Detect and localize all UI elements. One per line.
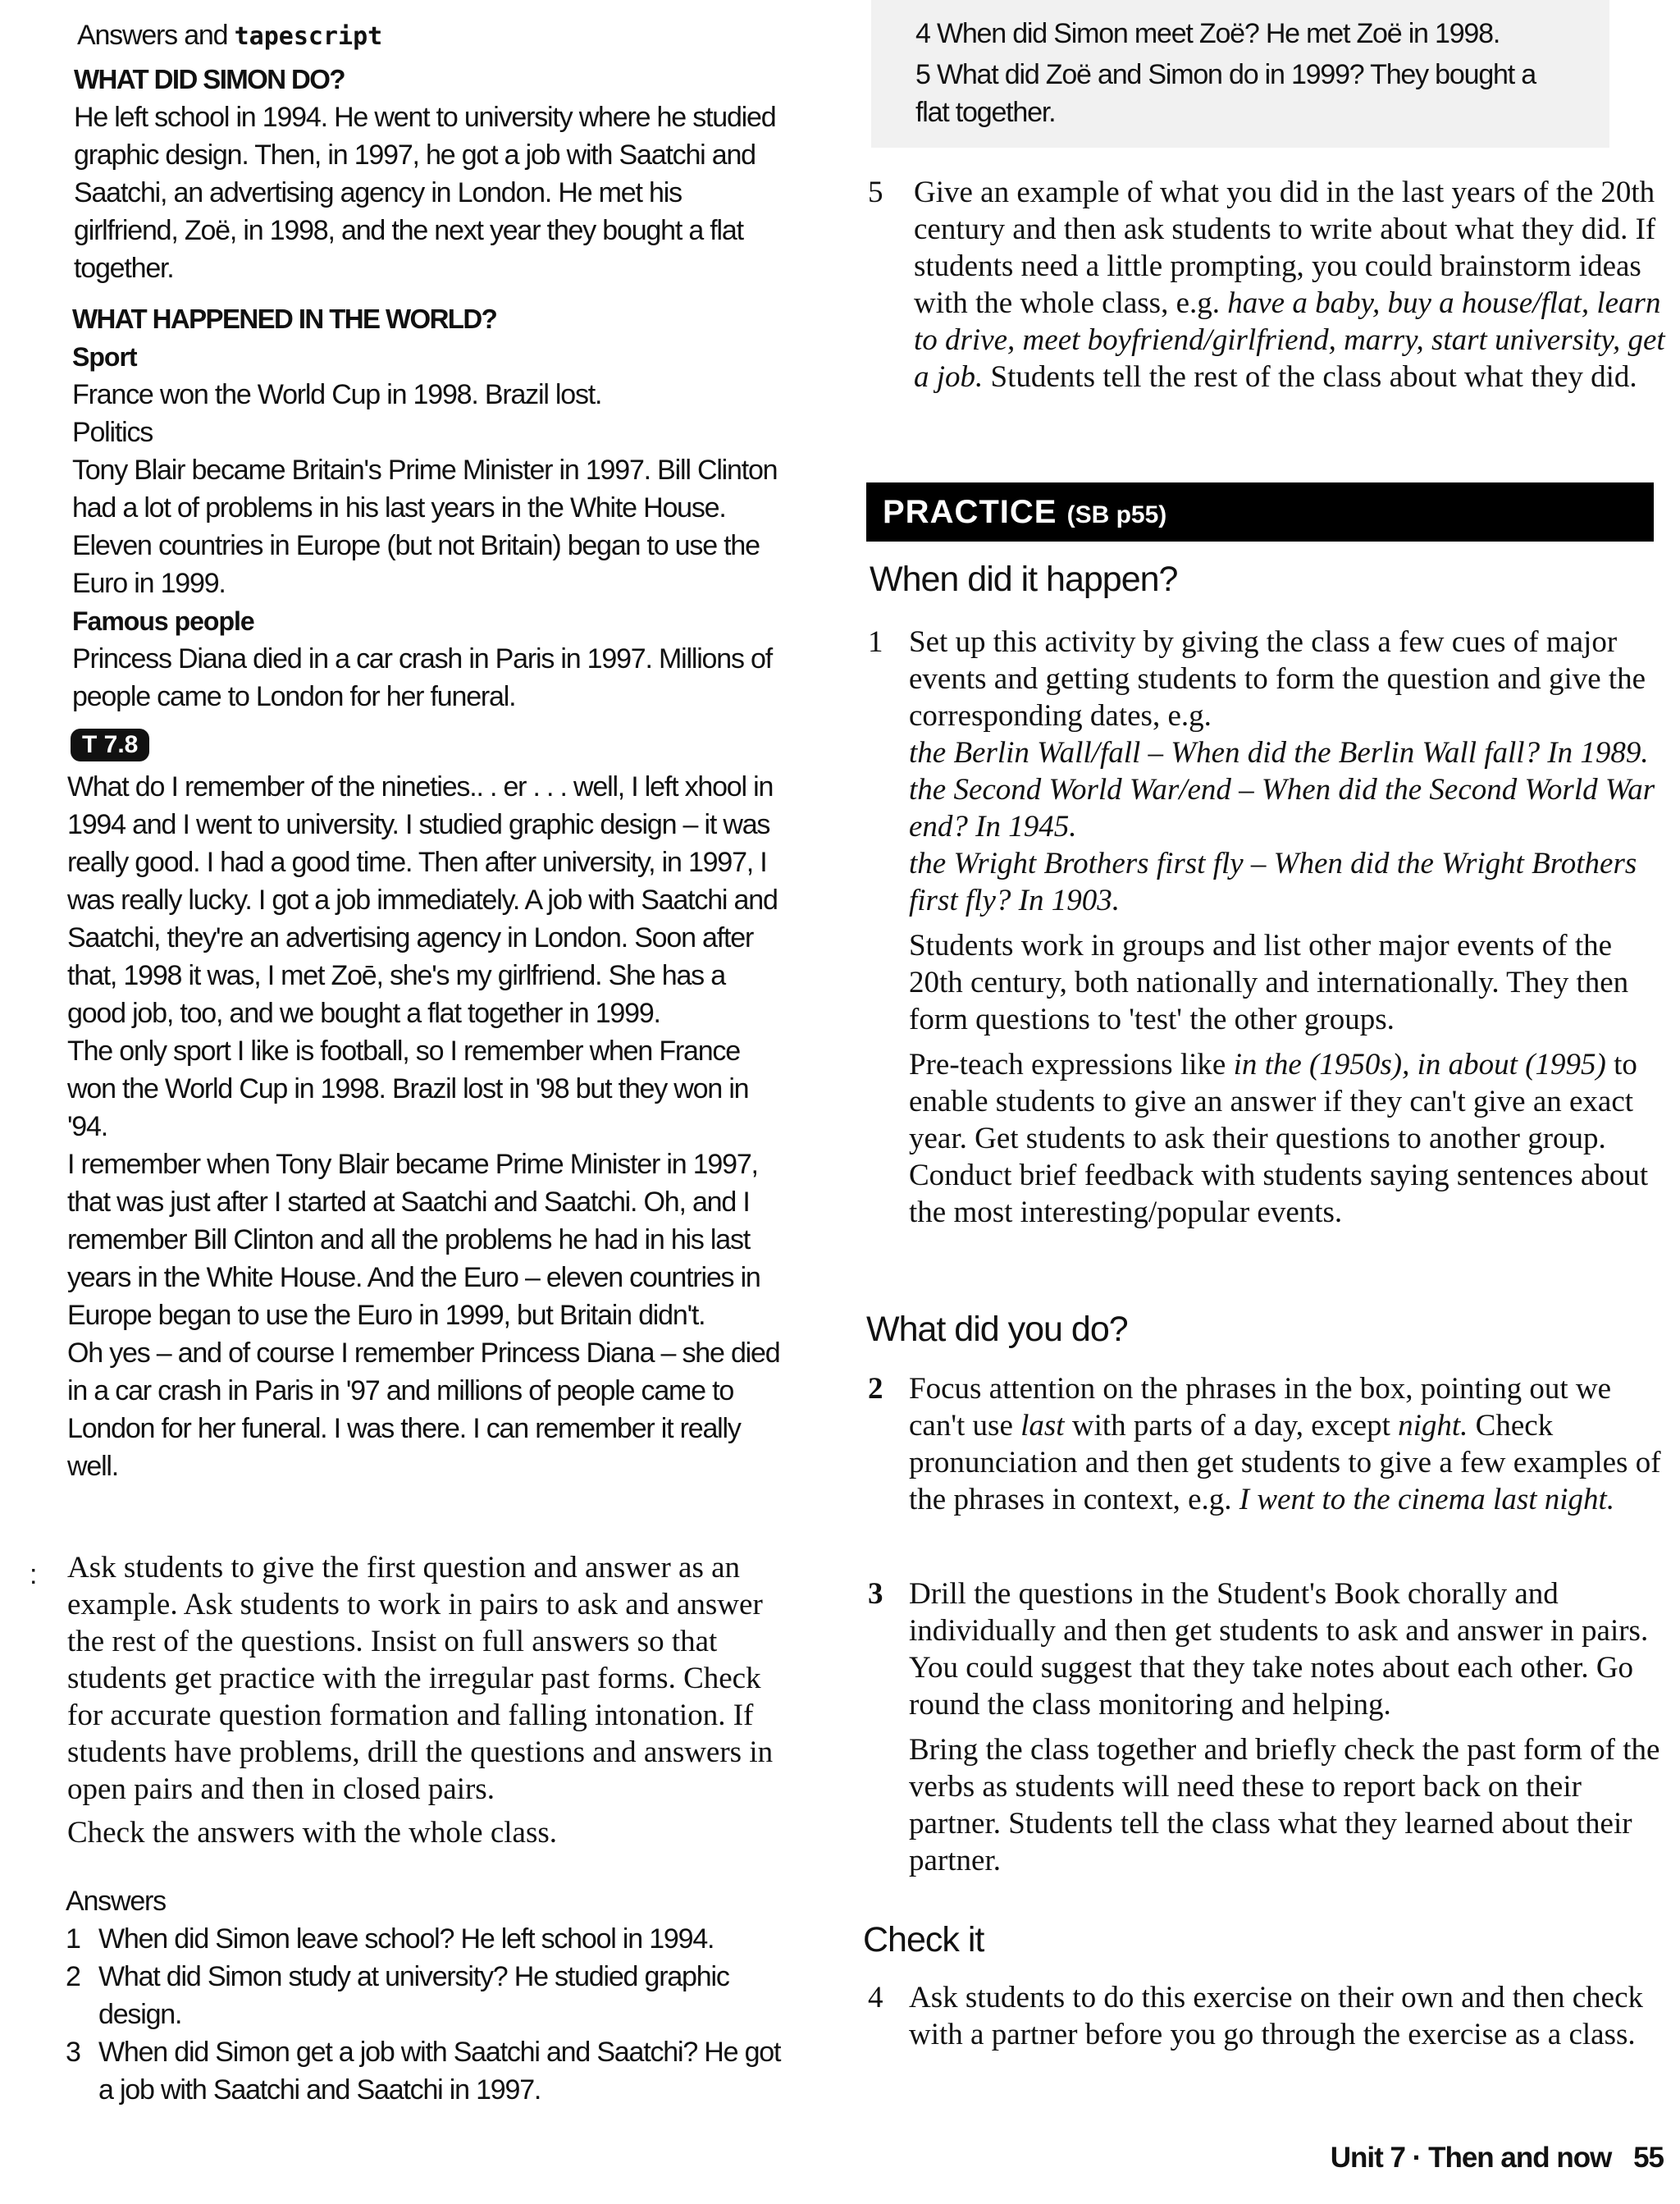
item-3: 3 Drill the questions in the Student's Book chorally and individually and then get students to ask and answer in pairs. You could suggest that they take notes about each other. Go round the class monitoring and helping. Bring the class together and briefly check the past form of the verbs as students will need these to report back on their partner. Students tell the class what they learned about their partner. [868, 1577, 1660, 1877]
stray-mark: : [30, 1559, 38, 1590]
page-number: 55 [1633, 2142, 1664, 2174]
sport-text: France won the World Cup in 1998. Brazil lost. [72, 379, 602, 410]
sub-heading: Politics [72, 417, 153, 448]
item-1: 1 Set up this activity by giving the class a few cues of major events and getting students to form the question and give the corresponding dates, e.g. the Berlin Wall/fall – When did the Berlin Wall fall? In 1989. the Second World War/end – When did the Second World War end? In 1945. the Wright Brothers first fly – When did the Wright Brothers first fly? In 1903. Students work in groups and list other major events of the 20th century, both nationally and internationally. They then form questions to 'test' the other groups. Pre-teach expressions like in the (1950s), in about (1995) to enable students to give an answer if they can't give an exact year. Get students to ask their questions to another group. Conduct brief feedback with students saying sentences about the most interesting/popular events. [868, 624, 1664, 1231]
answer-row: 1 When did Simon leave school? He left school in 1994. [66, 1923, 714, 1955]
heading-check-it: Check it [863, 1920, 984, 1959]
instructions-block [67, 1549, 797, 1851]
tapescript-paragraph: The only sport I like is football, so I remember when France won the World Cup in 1998. Brazil lost in '98 but they won in '94. [67, 1036, 749, 1142]
tapescript-block [67, 722, 789, 1485]
item-2: 2 Focus attention on the phrases in the box, pointing out we can't use last with parts of a day, except night. Check pronunciation and then get students to give a few examples of the phrases in context, e.g. I went to the cinema last night. [868, 1372, 1661, 1516]
tapescript-paragraph: Oh yes – and of course I remember Princess Diana – she died in a car crash in Paris in '97 and millions of people came to London for her funeral. I was there. I can remember it really well. [67, 1337, 780, 1482]
answer-row: 5 What did Zoë and Simon do in 1999? They bought a flat together. [915, 59, 1536, 128]
sub-heading: Sport [72, 342, 137, 372]
answer-row: 2 What did Simon study at university? He studied graphic design. [66, 1961, 729, 2030]
answers-tapescript-heading: Answers and tapescript [77, 20, 383, 51]
answers-heading: Answers [66, 1886, 166, 1917]
example-line: the Berlin Wall/fall – When did the Berlin Wall fall? In 1989. [909, 736, 1649, 770]
page-footer: Unit 7 · Then and now 55 [1330, 2142, 1664, 2174]
answer-row: 4 When did Simon meet Zoë? He met Zoë in 1998. [915, 18, 1500, 49]
heading-what-did-you-do: What did you do? [866, 1310, 1128, 1349]
politics-text: Tony Blair became Britain's Prime Minister in 1997. Bill Clinton had a lot of problems in his last years in the White House. Eleven countries in Europe (but not Britain) began to use the Euro in 1999. [72, 455, 778, 599]
answers-continued-box [871, 0, 1609, 148]
answer-row: 3 When did Simon get a job with Saatchi and Saatchi? He got a job with Saatchi and Saatchi in 1997. [66, 2037, 781, 2106]
tapescript-paragraph: What do I remember of the nineties.. . er . . . well, I left xhool in 1994 and I went to university. I studied graphic design – it was really good. I had a good time. Then after university, in 1997, I was really lucky. I got a job immediately. A job with Saatchi and Saatchi, they're an advertising agency in London. Soon after that, 1998 it was, I met Zoē, she's my girlfriend. She has a good job, too, and we bought a flat together in 1999. [67, 771, 778, 1029]
item-5: 5 Give an example of what you did in the last years of the 20th century and then ask students to write about what they did. If students need a little prompting, you could brainstorm ideas with the whole class, e.g. have a baby, buy a house/flat, learn to drive, meet boyfriend/girlfriend, marry, start university, get a job. Students tell the rest of the class about what they did. [868, 176, 1665, 394]
answers-list [66, 1882, 788, 2109]
instruction-paragraph: Ask students to give the first question and answer as an example. Ask students to work in pairs to ask and answer the rest of the questions. Insist on full answers so that students get practice with the irregular past forms. Check for accurate question formation and falling intonation. If students have problems, drill the questions and answers in open pairs and then in closed pairs. [67, 1551, 774, 1806]
heading-when-did-it-happen: When did it happen? [870, 560, 1178, 599]
world-section [72, 300, 794, 716]
item-4: 4 Ask students to do this exercise on their own and then check with a partner before you go through the exercise as a class. [868, 1981, 1643, 2051]
section-text: He left school in 1994. He went to university where he studied graphic design. Then, in 1997, he got a job with Saatchi and Saatchi, an advertising agency in London. He met his girlfriend, Zoë, in 1998, and the next year they bought a flat together. [74, 102, 776, 284]
section-heading: WHAT DID SIMON DO? [74, 64, 345, 94]
sub-heading: Famous people [72, 606, 254, 636]
tapescript-paragraph: I remember when Tony Blair became Prime Minister in 1997, that was just after I started at Saatchi and Saatchi. Oh, and I remember Bill Clinton and all the problems he had in his last years in the White House. And the Euro – eleven countries in Europe began to use the Euro in 1999, but Britain didn't. [67, 1149, 760, 1331]
example-line: the Wright Brothers first fly – When did the Wright Brothers first fly? In 1903. [909, 847, 1637, 917]
famous-text: Princess Diana died in a car crash in Paris in 1997. Millions of people came to London for her funeral. [72, 643, 772, 712]
example-line: the Second World War/end – When did the Second World War end? In 1945. [909, 773, 1655, 844]
simon-section [74, 61, 788, 287]
track-badge: T 7.8 [71, 729, 149, 761]
instruction-paragraph: Check the answers with the whole class. [67, 1816, 557, 1850]
practice-banner: PRACTICE (SB p55) [866, 482, 1654, 542]
section-heading: WHAT HAPPENED IN THE WORLD? [72, 304, 497, 334]
